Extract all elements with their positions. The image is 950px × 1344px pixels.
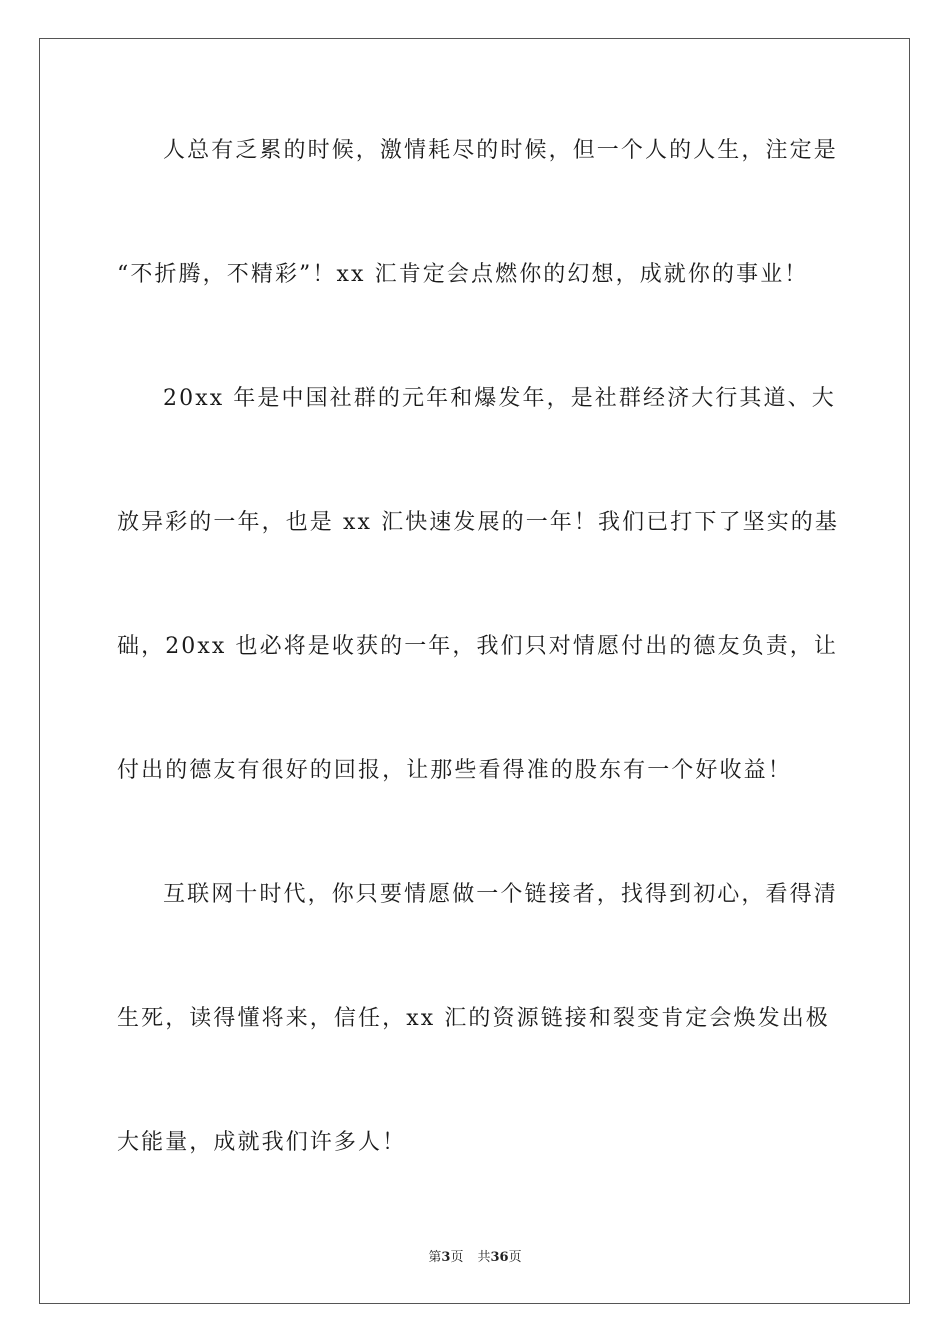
paragraph-2-line-3: 础，20xx 也必将是收获的一年，我们只对情愿付出的德友负责，让 [117,634,839,659]
paragraph-3-line-3: 大能量，成就我们许多人！ [117,1130,407,1155]
page-footer [0,1246,950,1265]
paragraph-2-line-1: 20xx 年是中国社群的元年和爆发年，是社群经济大行其道、大 [163,386,836,411]
page-prefix: 第 [428,1250,442,1265]
paragraph-1-line-1: 人总有乏累的时候，激情耗尽的时候，但一个人的人生，注定是 [163,138,838,163]
paragraph-1-line-2: “不折腾，不精彩”！xx 汇肯定会点燃你的幻想，成就你的事业！ [117,262,809,287]
paragraph-3-line-1: 互联网十时代，你只要情愿做一个链接者，找得到初心，看得清 [163,882,838,907]
total-pages: 36 [490,1250,509,1265]
total-prefix: 共 [477,1250,491,1265]
paragraph-3-line-2: 生死，读得懂将来，信任，xx 汇的资源链接和裂变肯定会焕发出极 [117,1006,830,1031]
paragraph-2-line-4: 付出的德友有很好的回报，让那些看得准的股东有一个好收益！ [117,758,792,783]
page-number: 3 [441,1250,451,1265]
page-frame [39,38,910,1304]
paragraph-2-line-2: 放异彩的一年，也是 xx 汇快速发展的一年！我们已打下了坚实的基 [117,510,840,535]
page-suffix: 页 [450,1250,464,1265]
total-suffix: 页 [508,1250,522,1265]
